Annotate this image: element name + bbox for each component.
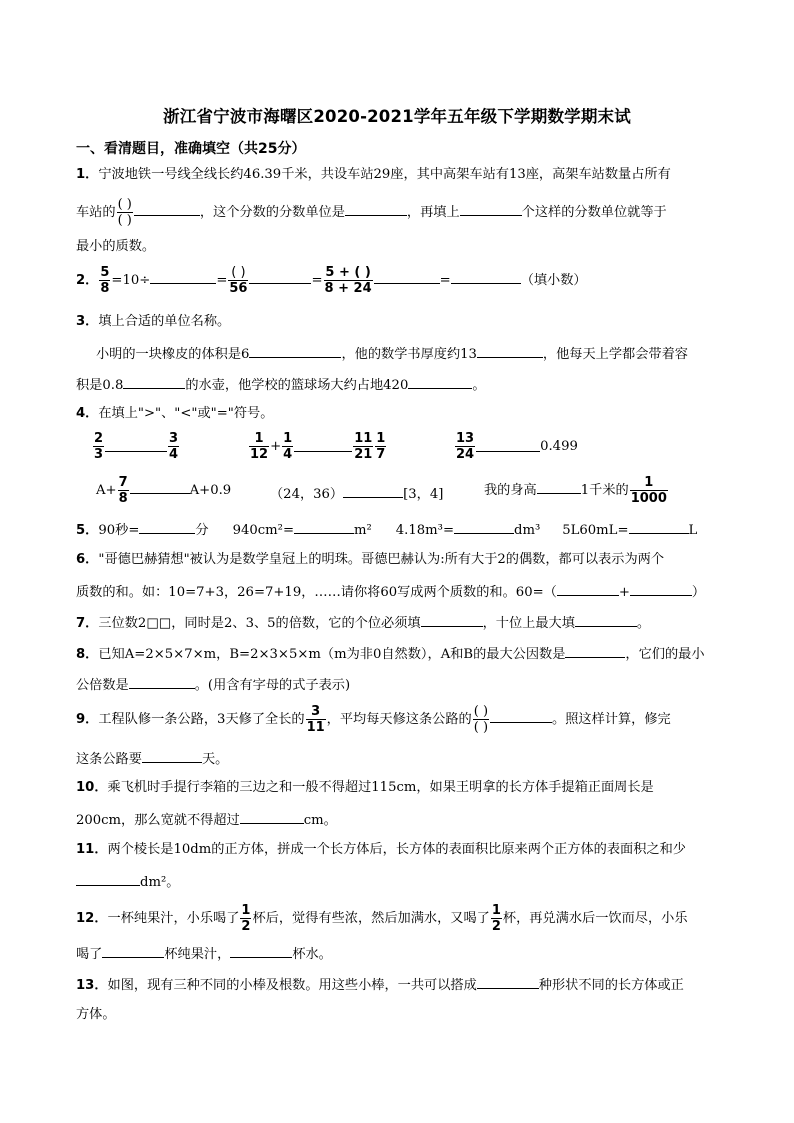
- answer-blank[interactable]: [102, 944, 164, 958]
- question-text: ，他的数学书厚度约13: [341, 347, 477, 362]
- question-text: 喝了: [76, 947, 103, 962]
- question-text: cm。: [303, 813, 337, 828]
- question-number: 8．: [76, 647, 99, 662]
- answer-blank[interactable]: [230, 944, 292, 958]
- answer-blank[interactable]: [134, 202, 200, 216]
- question-8-line-2: [76, 675, 350, 695]
- question-text: 1千米的: [580, 483, 629, 498]
- fraction: $\frac{( )}{56}$: [229, 265, 248, 296]
- question-4-line-1: [76, 405, 273, 423]
- question-text: ，再填上: [406, 205, 460, 220]
- question-text: 填上合适的单位名称。: [98, 314, 231, 329]
- question-number: 1．: [76, 167, 99, 182]
- question-text: ）: [691, 585, 706, 600]
- fraction: $\frac{( )}{( )}$: [117, 197, 132, 228]
- question-text: 宁波地铁一号线全线长约46.39千米，共设车站29座，其中高架车站有13座，高架车站数量占所有: [98, 167, 671, 182]
- question-text: 4.18m³=: [395, 523, 455, 538]
- question-text: 车站的: [76, 205, 116, 220]
- fraction: $\frac{3}{11}$: [306, 704, 325, 735]
- answer-blank[interactable]: [105, 441, 167, 452]
- answer-blank[interactable]: [374, 270, 440, 284]
- question-text: 天。: [201, 752, 229, 767]
- question-11-line-2: [76, 872, 179, 892]
- question-number: 12．: [76, 911, 108, 926]
- question-number: 5．: [76, 523, 99, 538]
- question-1-line-1: [76, 166, 671, 184]
- question-text: 种形状不同的长方体或正: [538, 978, 684, 993]
- fraction: $\frac{5}{8}$: [100, 265, 110, 296]
- question-text: 工程队修一条公路，3天修了全长的: [98, 712, 305, 727]
- question-text: 在填上">"、"<"或"="符号。: [98, 406, 274, 421]
- question-text: 我的身高: [484, 483, 537, 498]
- question-text: 杯水。: [292, 947, 332, 962]
- question-number: 9．: [76, 712, 99, 727]
- answer-blank[interactable]: [139, 520, 195, 534]
- question-text: 940cm²=: [232, 523, 294, 538]
- question-2: [76, 266, 587, 295]
- fraction: $\frac{1}{12}$: [250, 431, 269, 462]
- question-text: 乘飞机时手提行李箱的三边之和一般不得超过115cm，如果王明拿的长方体手提箱正面周长是: [107, 780, 654, 795]
- question-text: 这条公路要: [76, 752, 142, 767]
- fraction: $\frac{1}{2}$: [491, 903, 501, 934]
- question-text: ，这个分数的分数单位是: [199, 205, 345, 220]
- fraction: $\frac{5 + ( )}{8 + 24}$: [324, 265, 372, 296]
- question-text: （24，36）: [270, 487, 344, 502]
- question-text: [3，4]: [403, 487, 444, 502]
- question-12-line-2: [76, 944, 332, 964]
- question-number: 10．: [76, 780, 108, 795]
- question-10-line-2: [76, 810, 337, 830]
- answer-blank[interactable]: [130, 480, 190, 494]
- question-text: dm²。: [140, 875, 180, 890]
- question-9-line-1: [76, 705, 671, 734]
- answer-blank[interactable]: [575, 613, 637, 627]
- answer-blank[interactable]: [294, 441, 352, 452]
- question-text: 。(用含有字母的式子表示): [194, 678, 351, 693]
- answer-blank[interactable]: [343, 484, 403, 498]
- question-text: （填小数）: [520, 273, 587, 288]
- question-text: 小明的一块橡皮的体积是6: [96, 347, 250, 362]
- answer-blank[interactable]: [150, 270, 216, 284]
- answer-blank[interactable]: [476, 441, 540, 452]
- question-text: 杯，再兑满水后一饮而尽，小乐: [502, 911, 688, 926]
- fraction: $\frac{3}{4}$: [169, 431, 179, 462]
- answer-blank[interactable]: [460, 202, 522, 216]
- question-text: =: [311, 273, 323, 288]
- unit-label: 分: [195, 523, 209, 538]
- question-4-compare-b: [248, 432, 387, 461]
- question-text: +: [618, 585, 630, 600]
- question-text: ，它们的最小: [625, 647, 705, 662]
- question-number: 13．: [76, 978, 108, 993]
- answer-blank[interactable]: [557, 582, 619, 596]
- answer-blank[interactable]: [76, 872, 140, 886]
- question-4-compare-d: [96, 476, 231, 505]
- question-text: ，十位上最大填: [482, 616, 575, 631]
- unit-label: L: [688, 523, 698, 538]
- answer-blank[interactable]: [490, 709, 552, 723]
- question-8-line-1: [76, 644, 705, 664]
- fraction: $\frac{13}{24}$: [456, 431, 475, 462]
- question-text: 公倍数是: [76, 678, 129, 693]
- fraction: $\frac{( )}{( )}$: [473, 704, 489, 735]
- fraction: $\frac{1}{4}$: [283, 431, 293, 462]
- question-number: 2．: [76, 273, 99, 288]
- question-text: A+0.9: [189, 483, 232, 498]
- answer-blank[interactable]: [294, 520, 354, 534]
- answer-blank[interactable]: [249, 344, 341, 358]
- question-number: 4．: [76, 406, 99, 421]
- question-12-line-1: [76, 904, 688, 933]
- question-text: 。: [472, 378, 486, 393]
- answer-blank[interactable]: [565, 644, 625, 658]
- unit-label: dm³: [514, 523, 541, 538]
- question-text: 个这样的分数单位就等于: [521, 205, 667, 220]
- question-text: =: [439, 273, 451, 288]
- question-13-line-2: 方体。: [76, 1007, 116, 1022]
- question-text: A+: [96, 483, 117, 498]
- fraction: $\frac{1}{7}$: [376, 431, 386, 462]
- section-heading: 一、看清题目，准确填空（共25分）: [76, 141, 306, 157]
- question-text: 0.499: [540, 439, 578, 454]
- answer-blank[interactable]: [123, 375, 185, 389]
- question-text: 的水壶，他学校的篮球场大约占地420: [185, 378, 409, 393]
- question-text: 两个棱长是10dm的正方体，拼成一个长方体后，长方体的表面积比原来两个正方体的表面积之和少: [107, 842, 686, 857]
- question-text: =10÷: [111, 273, 151, 288]
- question-number: 11．: [76, 842, 108, 857]
- answer-blank[interactable]: [142, 749, 202, 763]
- question-text: 三位数2□□，同时是2、3、5的倍数，它的个位必须填: [98, 616, 421, 631]
- answer-blank[interactable]: [249, 270, 311, 284]
- unit-label: m²: [354, 523, 372, 538]
- question-3-line-2: [76, 344, 688, 364]
- question-text: 5L60mL=: [562, 523, 629, 538]
- question-text: 。照这样计算，修完: [552, 712, 671, 727]
- plus-sign: +: [270, 439, 282, 454]
- question-9-line-2: [76, 749, 228, 769]
- question-number: 6．: [76, 552, 99, 567]
- answer-blank[interactable]: [477, 344, 543, 358]
- question-text: 。: [636, 616, 651, 631]
- question-text: 积是0.8: [76, 378, 124, 393]
- question-1-line-2: [76, 198, 667, 227]
- question-4-compare-e: [270, 484, 443, 504]
- answer-blank[interactable]: [454, 520, 514, 534]
- answer-blank[interactable]: [630, 582, 692, 596]
- question-11-line-1: [76, 841, 686, 859]
- question-1-line-3: 最小的质数。: [76, 239, 156, 254]
- answer-blank[interactable]: [451, 270, 521, 284]
- question-text: 如图，现有三种不同的小棒及根数。用这些小棒，一共可以搭成: [107, 978, 477, 993]
- question-text: 90秒=: [98, 523, 140, 538]
- question-text: =: [216, 273, 228, 288]
- fraction: $\frac{2}{3}$: [94, 431, 104, 462]
- question-text: ，平均每天修这条公路的: [326, 712, 472, 727]
- question-number: 7．: [76, 616, 99, 631]
- question-13-line-1: [76, 975, 684, 995]
- question-text: "哥德巴赫猜想"被认为是数学皇冠上的明珠。哥德巴赫认为:所有大于2的偶数，都可以表示为两个: [98, 552, 665, 567]
- question-3-line-1: [76, 313, 230, 331]
- answer-blank[interactable]: [537, 480, 581, 494]
- question-text: 200cm，那么宽就不得超过: [76, 813, 240, 828]
- question-text: ，他每天上学都会带着容: [542, 347, 688, 362]
- fraction: $\frac{11}{21}$: [354, 431, 373, 462]
- question-3-line-3: [76, 375, 486, 395]
- question-5: [76, 520, 697, 540]
- answer-blank[interactable]: [629, 520, 689, 534]
- question-text: 杯纯果汁，: [164, 947, 231, 962]
- fraction: $\frac{1}{1000}$: [630, 475, 667, 506]
- answer-blank[interactable]: [408, 375, 472, 389]
- question-6-line-1: [76, 551, 664, 569]
- question-6-line-2: [76, 582, 705, 602]
- fraction: $\frac{1}{2}$: [241, 903, 251, 934]
- question-7: [76, 613, 650, 633]
- answer-blank[interactable]: [240, 810, 304, 824]
- question-4-compare-f: [484, 476, 669, 505]
- answer-blank[interactable]: [129, 675, 195, 689]
- question-text: 质数的和。如：10=7+3，26=7+19，……请你将60写成两个质数的和。60=（: [76, 585, 557, 600]
- fraction: $\frac{7}{8}$: [118, 475, 128, 506]
- question-text: 一杯纯果汁，小乐喝了: [107, 911, 240, 926]
- question-10-line-1: [76, 779, 654, 797]
- question-text: 已知A=2×5×7×m，B=2×3×5×m（m为非0自然数），A和B的最大公因数是: [98, 647, 566, 662]
- question-number: 3．: [76, 314, 99, 329]
- page-title: 浙江省宁波市海曙区2020-2021学年五年级下学期数学期末试: [163, 107, 631, 126]
- answer-blank[interactable]: [345, 202, 407, 216]
- answer-blank[interactable]: [421, 613, 483, 627]
- question-text: 杯后，觉得有些浓，然后加满水，又喝了: [252, 911, 490, 926]
- question-4-compare-a: [92, 432, 180, 461]
- question-4-compare-c: [454, 432, 578, 461]
- answer-blank[interactable]: [477, 975, 539, 989]
